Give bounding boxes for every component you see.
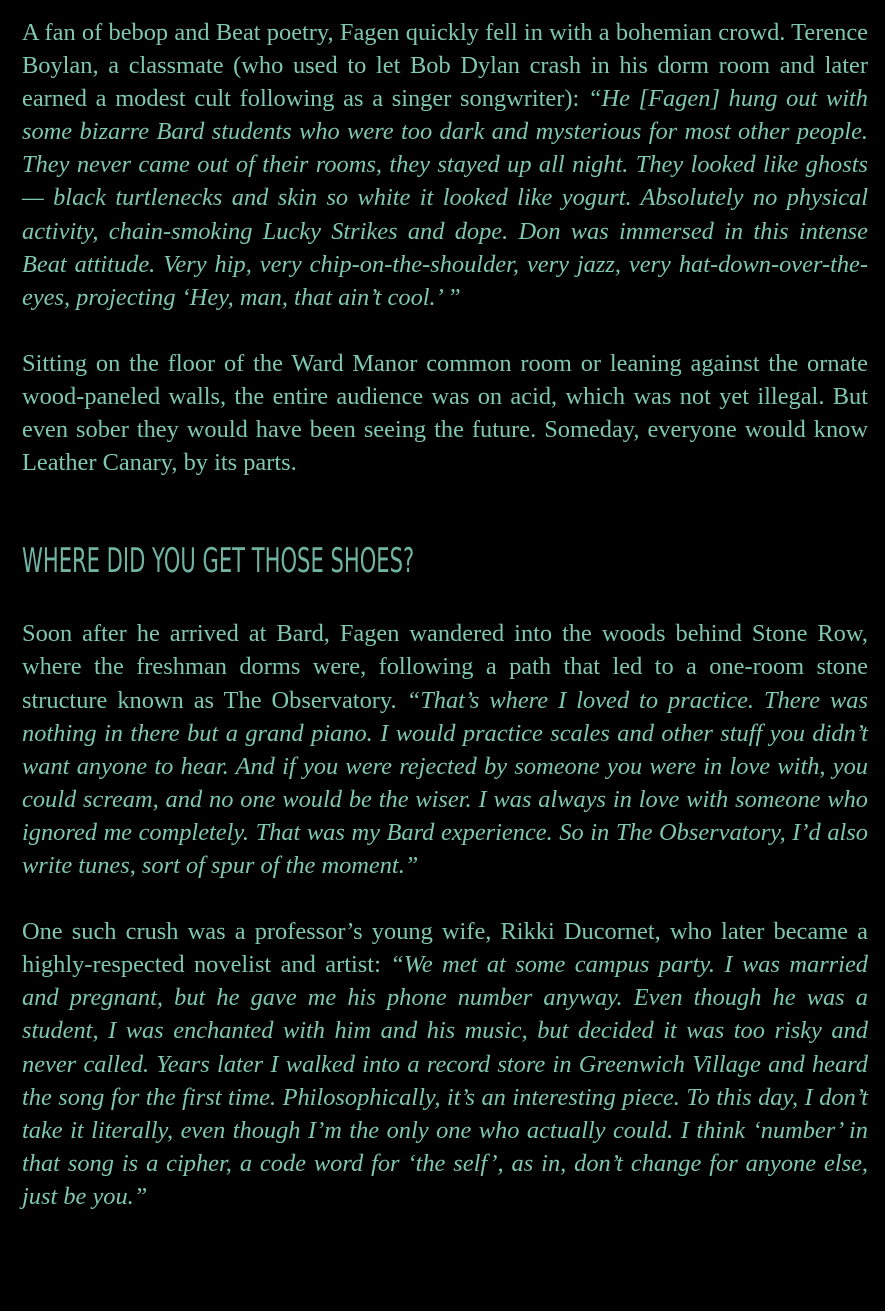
paragraph-text: Soon after he arrived at Bard, Fagen wandered into the woods behind Stone Row, where the freshman dorms were, following a path that led to a one-room stone structure known as The Observatory. xyxy=(22,620,868,714)
ducornet-quote: “We met at some campus party. I was married and pregnant, but he gave me his phone number anyway. Even though he was a student, I was enchanted with him and his music, but decided it was too risky and never called. Years later I walked into a record store in Greenwich Village and heard the song for the first time. Philosophically, it’s an interesting piece. To this day, I don’t take it literally, even though I’m the only one who actually could. I think ‘number’ in that song is a cipher, a code word for ‘the self’, as in, don’t change for anyone else, just be you.” xyxy=(22,951,868,1210)
paragraph-ducornet xyxy=(22,915,868,1213)
paragraph-boylan xyxy=(22,16,868,314)
article-body xyxy=(22,16,868,1246)
section-heading: WHERE DID YOU GET THOSE SHOES? xyxy=(22,541,415,582)
fagen-quote: “That’s where I loved to practice. There was nothing in there but a grand piano. I would practice scales and other stuff you didn’t want anyone to hear. And if you were rejected by someone you were in love with, you could scream, and no one would be the wiser. I was always in love with someone who ignored me completely. That was my Bard experience. So in The Observatory, I’d also write tunes, sort of spur of the moment.” xyxy=(22,686,868,879)
paragraph-text: Sitting on the floor of the Ward Manor common room or leaning against the ornate wood-paneled walls, the entire audience was on acid, which was not yet illegal. But even sober they would have been seeing the future. Someday, everyone would know Leather Canary, by its parts. xyxy=(22,349,868,477)
paragraph-ward-manor xyxy=(22,347,868,479)
paragraph-text: One such crush was a professor’s young wife, Rikki Ducornet, who later became a highly-respected novelist and artist: xyxy=(22,918,868,979)
paragraph-text: A fan of bebop and Beat poetry, Fagen quickly fell in with a bohemian crowd. Terence Boylan, a classmate (who used to let Bob Dylan crash in his dorm room and later earned a modest cult following as a singer songwriter): xyxy=(22,19,868,113)
paragraph-observatory xyxy=(22,617,868,882)
boylan-quote: “He [Fagen] hung out with some bizarre Bard students who were too dark and mysterious for most other people. They never came out of their rooms, they stayed up all night. They looked like ghosts — black turtlenecks and skin so white it looked like yogurt. Absolutely no physical activity, chain-smoking Lucky Strikes and dope. Don was immersed in this intense Beat attitude. Very hip, very chip-on-the-shoulder, very jazz, very hat-down-over-the-eyes, projecting ‘Hey, man, that ain’t cool.’ ” xyxy=(22,85,868,311)
